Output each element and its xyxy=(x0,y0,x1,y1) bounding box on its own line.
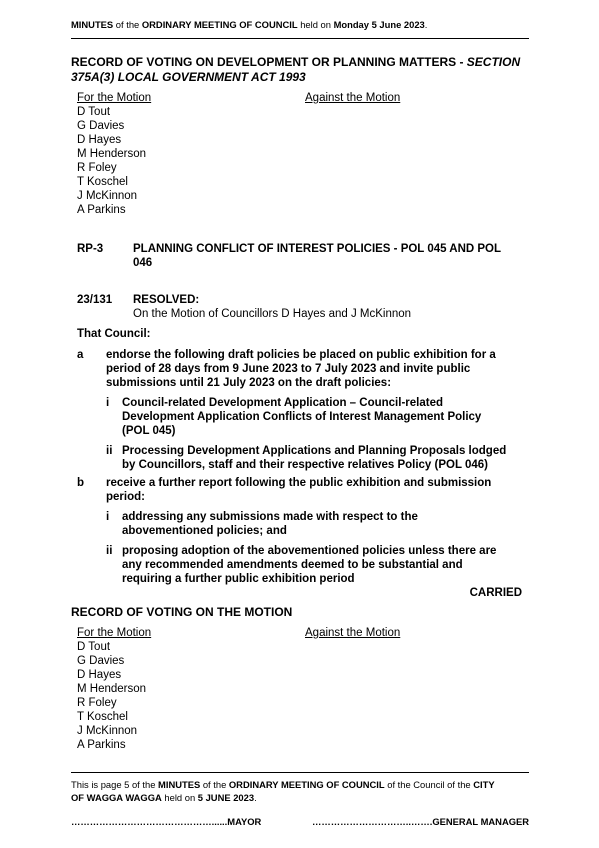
clause-b-line2: period: xyxy=(106,491,145,503)
voter-name: G Davies xyxy=(77,120,125,132)
record1-title-italic-1: SECTION xyxy=(466,55,521,69)
voter-name: R Foley xyxy=(77,697,117,709)
voter-name: J McKinnon xyxy=(77,725,138,737)
footer-p4: ORDINARY MEETING OF COUNCIL xyxy=(228,779,385,790)
gm-signature-line xyxy=(312,816,529,827)
footer-p10: . xyxy=(254,792,257,803)
clause-b-i-text xyxy=(122,510,522,538)
footer-text xyxy=(71,778,531,804)
item-title-line1: PLANNING CONFLICT OF INTEREST POLICIES - POL 045 AND POL xyxy=(133,243,502,255)
record1-against-column xyxy=(305,91,400,105)
clause-b-i-line2: abovementioned policies; and xyxy=(122,525,287,537)
record1-title xyxy=(71,55,531,85)
resolved-label: RESOLVED: xyxy=(133,294,200,306)
record1-for-column xyxy=(77,91,151,217)
voter-name: D Tout xyxy=(77,641,111,653)
clause-a-letter: a xyxy=(77,349,84,361)
voter-name: T Koschel xyxy=(77,711,128,723)
clause-a-i-line2: Development Application Conflicts of Interest Management Policy xyxy=(122,411,482,423)
clause-b-ii-line2: any recommended amendments deemed to be substantial and xyxy=(122,559,463,571)
clause-a-ii-line2: by Councillors, staff and their respective relatives Policy (POL 046) xyxy=(122,459,489,471)
header-date: Monday 5 June 2023 xyxy=(333,19,425,30)
footer-p5: of the Council of the xyxy=(384,779,474,790)
footer-p3: of the xyxy=(200,779,229,790)
voter-name: T Koschel xyxy=(77,176,128,188)
voter-name: D Hayes xyxy=(77,669,122,681)
gm-label: GENERAL MANAGER xyxy=(432,816,530,827)
mayor-label: MAYOR xyxy=(227,816,262,827)
clause-a-ii-line1: Processing Development Applications and Planning Proposals lodged xyxy=(122,445,507,457)
clause-a-line3: submissions until 21 July 2023 on the draft policies: xyxy=(106,377,392,389)
clause-a-i-text xyxy=(122,396,522,438)
header-held: held on xyxy=(297,19,334,30)
clause-a-i-line1: Council-related Development Application – Council-related xyxy=(122,397,443,409)
footer-p2: MINUTES xyxy=(158,779,201,790)
voter-name: R Foley xyxy=(77,162,117,174)
clause-b-ii-text xyxy=(122,544,522,586)
record2-for-label: For the Motion xyxy=(77,627,152,639)
mayor-dots: ………………………………………...... xyxy=(71,816,228,827)
record1-title-italic-2: 375A(3) LOCAL GOVERNMENT ACT 1993 xyxy=(71,70,306,84)
header-meeting: ORDINARY MEETING OF COUNCIL xyxy=(141,19,298,30)
header-of: of the xyxy=(113,19,142,30)
header-rule xyxy=(71,38,529,39)
voter-name: A Parkins xyxy=(77,204,126,216)
footer-rule xyxy=(71,772,529,773)
record1-against-label: Against the Motion xyxy=(305,92,401,104)
record2-for-column xyxy=(77,626,151,752)
clause-b-ii-line3: requiring a further public exhibition period xyxy=(122,573,355,585)
voter-name: M Henderson xyxy=(77,148,147,160)
clause-b-letter: b xyxy=(77,477,85,489)
footer-p8: held on xyxy=(161,792,198,803)
record2-title: RECORD OF VOTING ON THE MOTION xyxy=(71,605,293,619)
record2-against-column xyxy=(305,626,400,640)
item-number: RP-3 xyxy=(77,243,104,255)
footer-p7: OF WAGGA WAGGA xyxy=(71,792,162,803)
clause-a-line1: endorse the following draft policies be placed on public exhibition for a xyxy=(106,349,496,361)
clause-b-i-num: i xyxy=(106,511,110,523)
voter-name: D Hayes xyxy=(77,134,122,146)
mayor-signature-line xyxy=(71,816,261,827)
record1-for-label: For the Motion xyxy=(77,92,152,104)
footer-p6: CITY xyxy=(473,779,495,790)
header-minutes: MINUTES xyxy=(71,19,114,30)
gm-dots: …………………………..……. xyxy=(312,816,433,827)
clause-a-line2: period of 28 days from 9 June 2023 to 7 July 2023 and invite public xyxy=(106,363,471,375)
clause-b-line1: receive a further report following the public exhibition and submission xyxy=(106,477,492,489)
clause-a-ii-num: ii xyxy=(106,445,113,457)
voter-name: M Henderson xyxy=(77,683,147,695)
record1-title-plain: RECORD OF VOTING ON DEVELOPMENT OR PLANNING MATTERS - xyxy=(71,55,467,69)
resolution-number: 23/131 xyxy=(77,294,113,306)
footer-p1: This is page 5 of the xyxy=(71,779,159,790)
item-title xyxy=(133,242,533,270)
clause-a-text xyxy=(106,348,522,390)
voter-name: A Parkins xyxy=(77,739,126,751)
clause-b-i-line1: addressing any submissions made with respect to the xyxy=(122,511,418,523)
clause-a-i-line3: (POL 045) xyxy=(122,425,176,437)
page-header xyxy=(71,19,427,30)
clause-b-ii-num: ii xyxy=(106,545,113,557)
footer-p9: 5 JUNE 2023 xyxy=(197,792,255,803)
item-title-line2: 046 xyxy=(133,257,153,269)
carried-label: CARRIED xyxy=(469,587,522,599)
clause-a-ii-text xyxy=(122,444,522,472)
voter-name: D Tout xyxy=(77,106,111,118)
mover-text: On the Motion of Councillors D Hayes and J McKinnon xyxy=(133,308,412,320)
voter-name: J McKinnon xyxy=(77,190,138,202)
voter-name: G Davies xyxy=(77,655,125,667)
record2-against-label: Against the Motion xyxy=(305,627,401,639)
clause-a-i-num: i xyxy=(106,397,110,409)
clause-b-ii-line1: proposing adoption of the abovementioned policies unless there are xyxy=(122,545,497,557)
clause-b-text xyxy=(106,476,522,504)
header-period: . xyxy=(424,19,428,30)
that-council: That Council: xyxy=(77,328,151,340)
